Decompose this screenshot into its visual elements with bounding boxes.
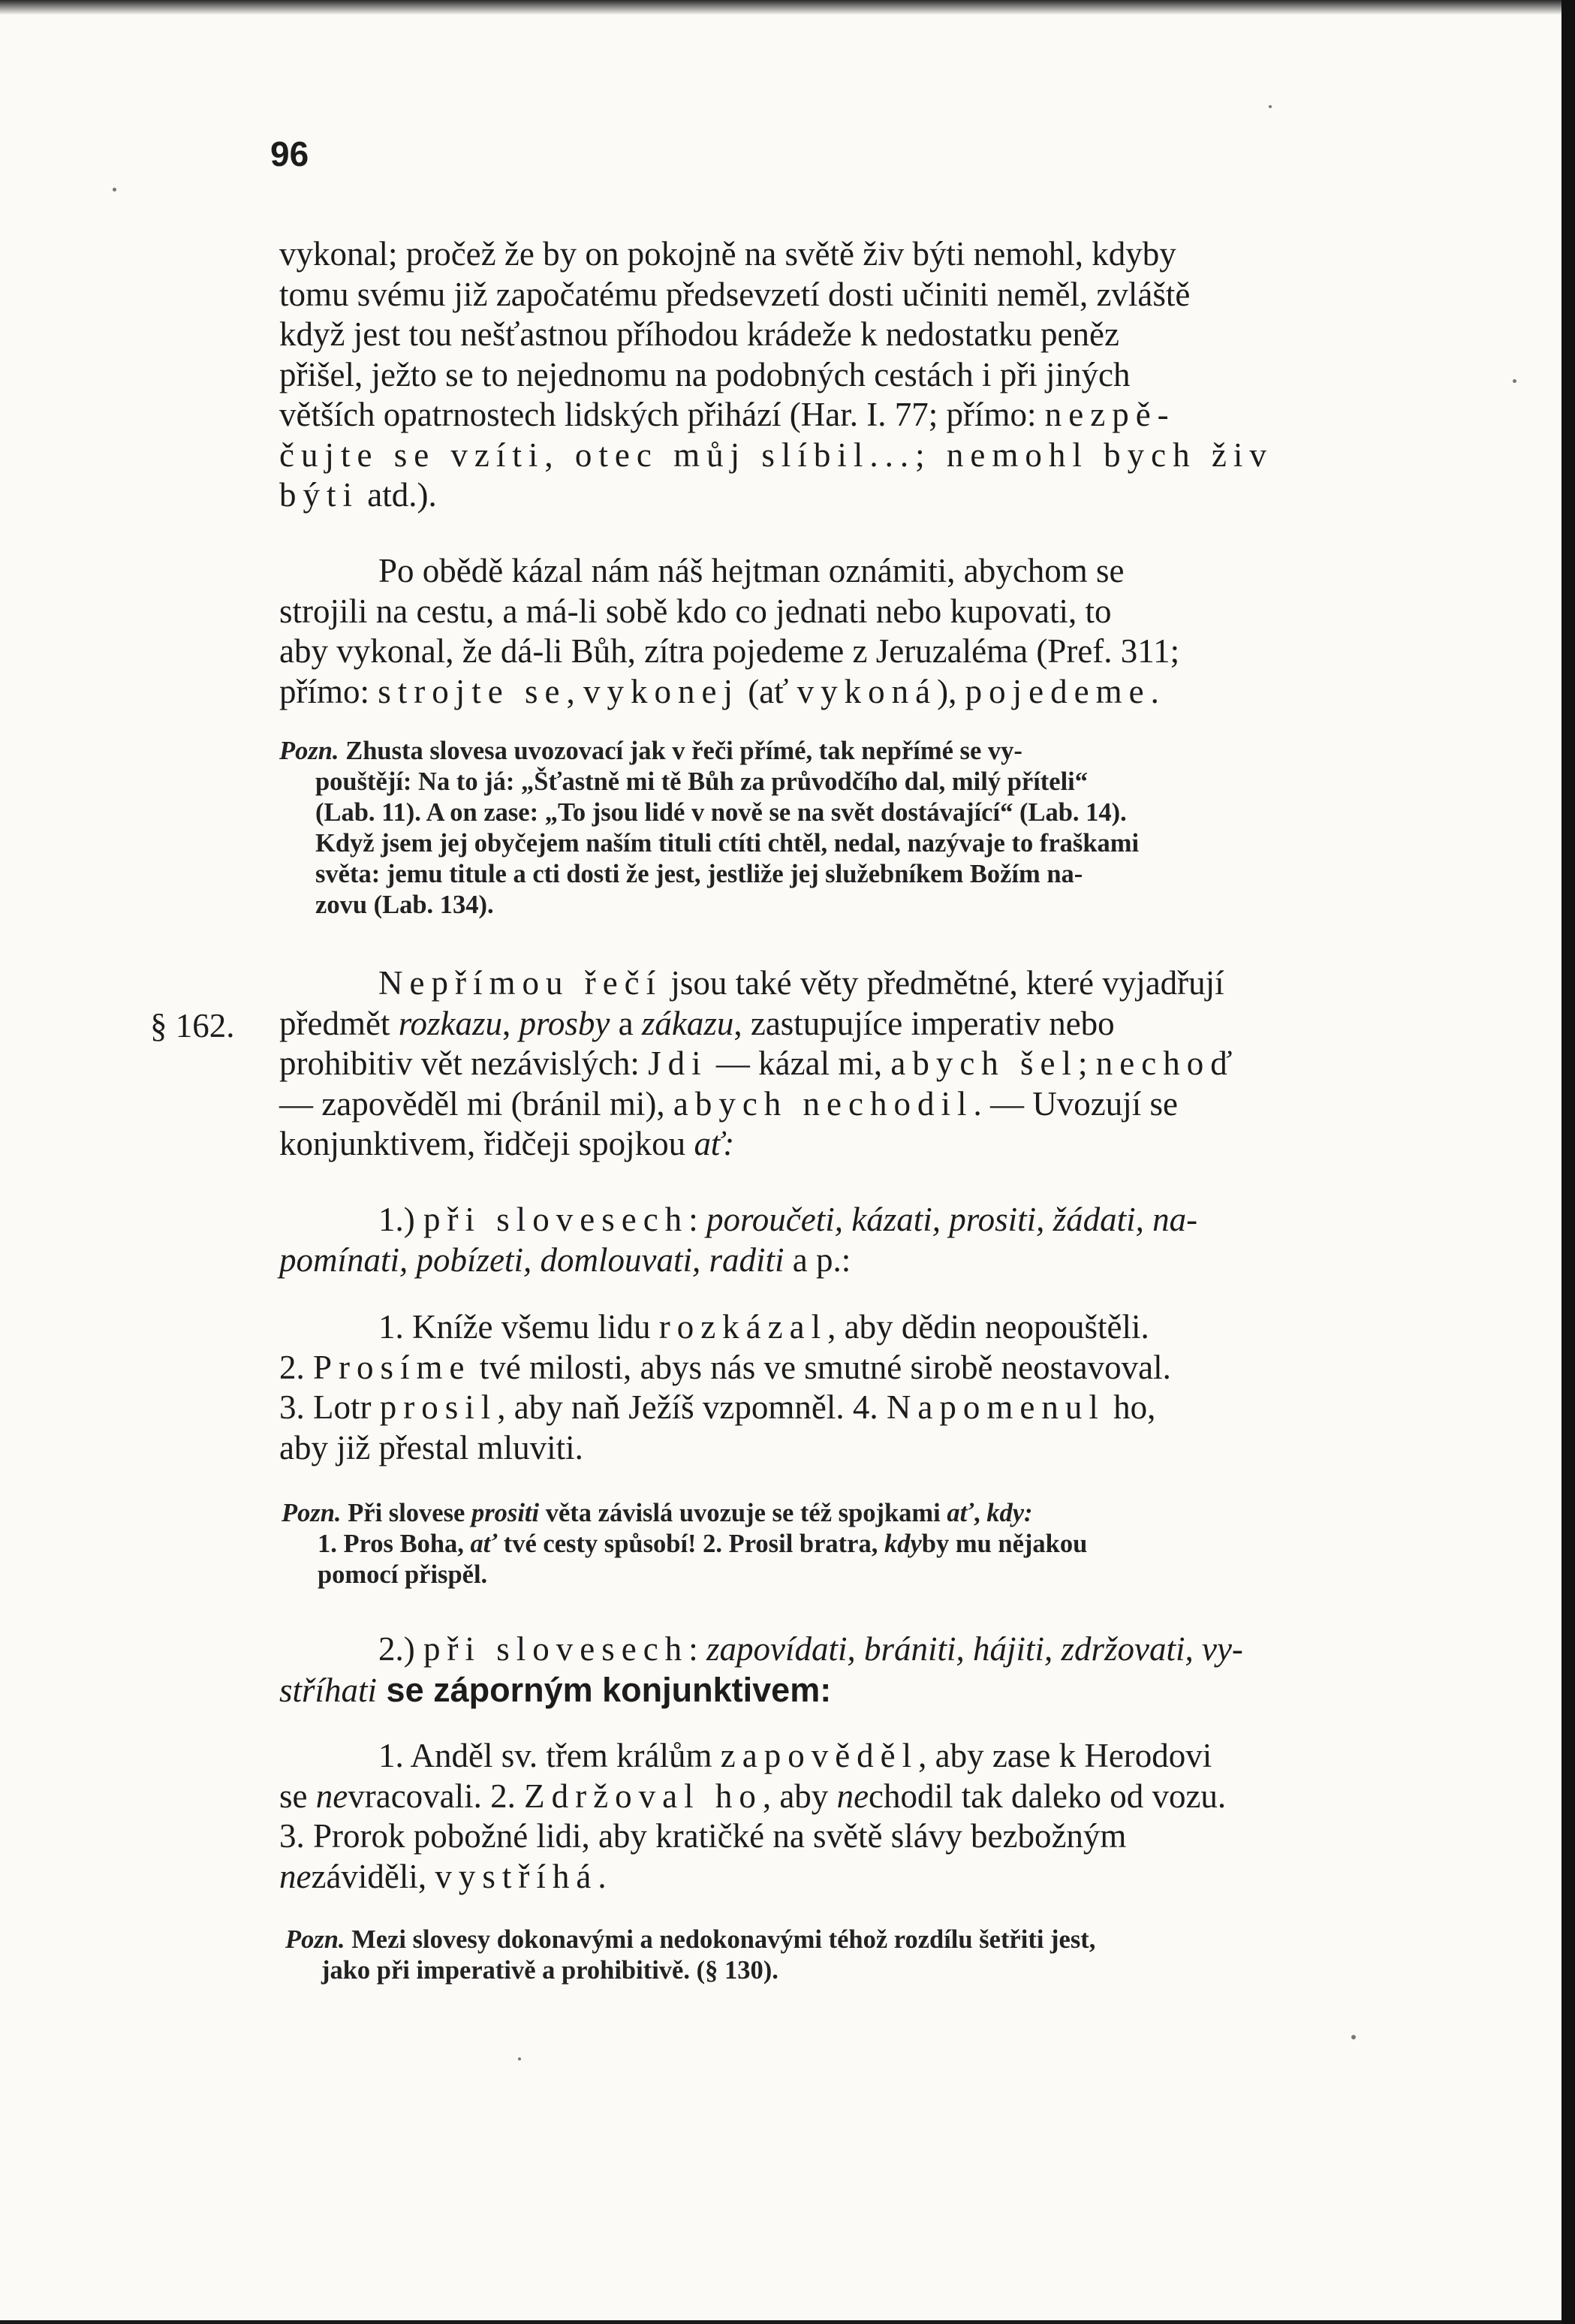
text-run: , aby dědin neopouštěli. [827,1308,1149,1346]
italic-text: zapovídati, brániti, hájiti, zdržovati, vy- [706,1630,1243,1668]
text-line [279,1240,1465,1281]
text-run: , [502,1004,519,1042]
text-line [279,1348,1465,1388]
text-run: tvé milosti, abys nás ve smutné sirobě neostavoval. [471,1348,1171,1386]
text-line: aby již přestal mluviti. [279,1428,583,1466]
text-run: (ať [739,672,797,710]
text-line: tomu svému již započatému předsevzetí dosti učiniti neměl, zvláště [279,275,1191,313]
note-line: jako při imperativě a prohibitivě. (§ 130). [321,1956,778,1985]
text-line [279,963,1465,1004]
scan-speck [1351,2035,1356,2039]
examples-1 [279,1307,1465,1468]
note-line: pomocí přispěl. [318,1560,488,1589]
spaced-text: abych nechodil [673,1084,974,1123]
text-line [279,395,1465,436]
note-direct-speech [279,736,1462,921]
text-line [279,672,1465,713]
text-run: : [688,1630,706,1668]
text-run: 2. [279,1348,313,1386]
text-line [279,1124,1465,1165]
note-line [279,736,1462,767]
italic-text: ne [315,1777,348,1815]
text-run: — kázal mi, [707,1044,891,1082]
paragraph-departure [279,551,1465,712]
item-2-verbs [279,1629,1465,1711]
text-run: , aby zase k Herodovi [918,1737,1212,1774]
text-run: : [688,1201,706,1238]
margin-section-number: § 162. [150,1007,235,1044]
text-run: se [279,1777,316,1815]
text-run: 1.) [378,1201,423,1238]
italic-text: pomínati, pobízeti, domlouvati, raditi [279,1240,784,1279]
text-run: Mezi slovesy dokonavými a nedokonavými téhož rozdílu šetřiti jest, [345,1925,1096,1954]
spaced-text: abych šel [890,1044,1079,1082]
spaced-text: rozkázal [658,1308,828,1346]
italic-text: stříhati [279,1671,378,1709]
text-line [279,1307,1465,1348]
text-run: věta závislá uvozuje se též spojkami [539,1499,947,1527]
text-run: předmět [279,1004,399,1042]
spaced-text: pojedeme [965,672,1151,710]
spaced-text: nechoď [1095,1044,1239,1082]
italic-text: kdy: [986,1499,1033,1527]
text-run: vracovali. 2. [348,1777,525,1815]
text-run: . — Uvozují se [973,1084,1178,1123]
text-run: atd.). [359,476,437,514]
text-run: tvé cesty spůsobí! 2. Prosil bratra, [497,1530,884,1558]
text-run: záviděli, [311,1857,435,1895]
text-run: , [973,1499,987,1527]
text-run: , aby naň Ježíš vzpomněl. 4. [497,1388,887,1426]
italic-text: prositi [471,1499,540,1527]
text-run: přímo: [279,672,378,710]
note-label: Pozn. [282,1499,342,1527]
spaced-text: při slovesech [423,1630,689,1668]
italic-text: ať [947,1499,974,1527]
spaced-text: nezpě- [1044,396,1176,433]
italic-text: rozkazu [398,1004,503,1042]
spaced-text: Jdi [648,1044,708,1082]
paragraph-continuation [279,234,1465,516]
italic-text: prosby [519,1004,610,1042]
text-line [279,1629,1465,1670]
text-line [279,1670,1465,1711]
spaced-text: zapověděl [720,1737,919,1774]
spaced-text: vystříhá [435,1857,598,1895]
scan-top-shadow [0,0,1561,15]
text-line [279,1200,1465,1240]
text-run: . [1150,672,1159,710]
text-line: vykonal; pročež že by on pokojně na světě živ býti nemohl, kdyby [279,235,1176,273]
spaced-text: vykoná [797,672,938,710]
spaced-text: Nepřímou řečí [378,964,663,1002]
examples-2 [279,1736,1465,1897]
text-line [279,1004,1465,1044]
note-aspect [285,1925,1468,1986]
text-run: by mu nějakou [921,1530,1088,1558]
item-1-verbs [279,1200,1465,1280]
italic-text: ne [279,1857,312,1895]
text-line [279,1044,1465,1084]
spaced-text: Prosíme [313,1348,471,1386]
bold-text: se záporným konjunktivem: [377,1670,832,1709]
scan-speck [518,2057,521,2060]
text-run: a [610,1004,642,1042]
text-run: , aby [762,1777,837,1815]
spaced-text-line: čujte se vzíti, otec můj slíbil...; nemohl bych živ [279,436,1273,474]
text-line: když jest tou nešťastnou příhodou krádeže k nedostatku peněz [279,315,1119,353]
text-run: větších opatrnostech lidských přihází (Har. I. 77; přímo: [279,396,1045,433]
text-run: jsou také věty předmětné, které vyjadřují [662,964,1224,1002]
text-line [279,1857,1465,1897]
text-run: chodil tak daleko od vozu. [869,1777,1227,1815]
note-line: (Lab. 11). A on zase: „To jsou lidé v nově se na svět dostávající“ (Lab. 14). [315,798,1127,827]
scan-right-edge [1561,0,1575,2324]
text-line [279,475,1465,516]
note-prositi [282,1498,1464,1590]
scan-speck [113,188,116,191]
text-run: , zastupujíce imperativ nebo [733,1004,1115,1042]
text-line [279,1084,1465,1125]
text-run: . [598,1857,607,1895]
text-run: 1. Anděl sv. třem králům [378,1737,721,1774]
italic-text: ať: [694,1125,735,1162]
text-line: aby vykonal, že dá-li Bůh, zítra pojedeme z Jeruzaléma (Pref. 311; [279,632,1180,670]
note-line [282,1529,1464,1560]
text-run: 2.) [378,1630,423,1668]
section-162-intro [279,963,1465,1165]
spaced-text: Zdržoval ho [524,1777,763,1815]
note-line: Když jsem jej obyčejem naším tituli ctíti chtěl, nedal, nazývaje to fraškami [315,829,1140,858]
spaced-text: Napomenul [886,1388,1105,1426]
note-line [282,1498,1464,1529]
italic-text: ne [836,1777,869,1815]
text-line [279,1777,1465,1817]
scan-speck [1269,105,1272,108]
text-run: — zapověděl mi (bránil mi), [279,1084,673,1123]
text-line: přišel, ježto se to nejednomu na podobných cestách i při jiných [279,355,1131,393]
text-run: ), [937,672,965,710]
note-line: světa: jemu titule a cti dosti že jest, jestliže jej služebníkem Božím na- [315,860,1083,888]
text-run: prohibitiv vět nezávislých: [279,1044,649,1082]
text-run: konjunktivem, řidčeji spojkou [279,1125,694,1162]
spaced-text: při slovesech [423,1201,689,1238]
note-label: Pozn. [279,737,339,765]
text-line: strojili na cestu, a má-li sobě kdo co jednati nebo kupovati, to [279,592,1112,630]
spaced-text: prosil [379,1388,498,1426]
text-run: , [566,672,583,710]
text-run: 1. Kníže všemu lidu [378,1308,659,1346]
italic-text: ať [470,1530,498,1558]
text-run: ; [1078,1044,1096,1082]
text-line: 3. Prorok pobožné lidi, aby kratičké na světě slávy bezbožným [279,1817,1127,1855]
spaced-text: vykonej [583,672,739,710]
note-label: Pozn. [285,1925,345,1954]
note-line [285,1925,1468,1955]
text-run: a p.: [784,1240,851,1279]
text-run: 1. Pros Boha, [318,1530,471,1558]
note-line: pouštějí: Na to já: „Šťastně mi tě Bůh za průvodčího dal, milý příteli“ [315,767,1089,796]
scan-speck [1513,379,1516,383]
text-line: Po obědě kázal nám náš hejtman oznámiti, abychom se [378,552,1125,589]
note-line: zovu (Lab. 134). [315,891,494,919]
italic-text: zákazu [641,1004,734,1042]
italic-text: kdy [884,1530,922,1558]
italic-text: poroučeti, kázati, prositi, žádati, na- [706,1201,1198,1238]
text-run: ho, [1104,1388,1156,1426]
spaced-text: býti [279,476,360,514]
text-run: 3. Lotr [279,1388,380,1426]
text-line [279,1388,1465,1428]
text-run: Při slovese [341,1499,471,1527]
text-line [279,1736,1465,1777]
spaced-text: strojte se [378,672,567,710]
page-number: 96 [270,134,309,173]
text-run: Zhusta slovesa uvozovací jak v řeči přímé, tak nepřímé se vy- [339,737,1022,765]
